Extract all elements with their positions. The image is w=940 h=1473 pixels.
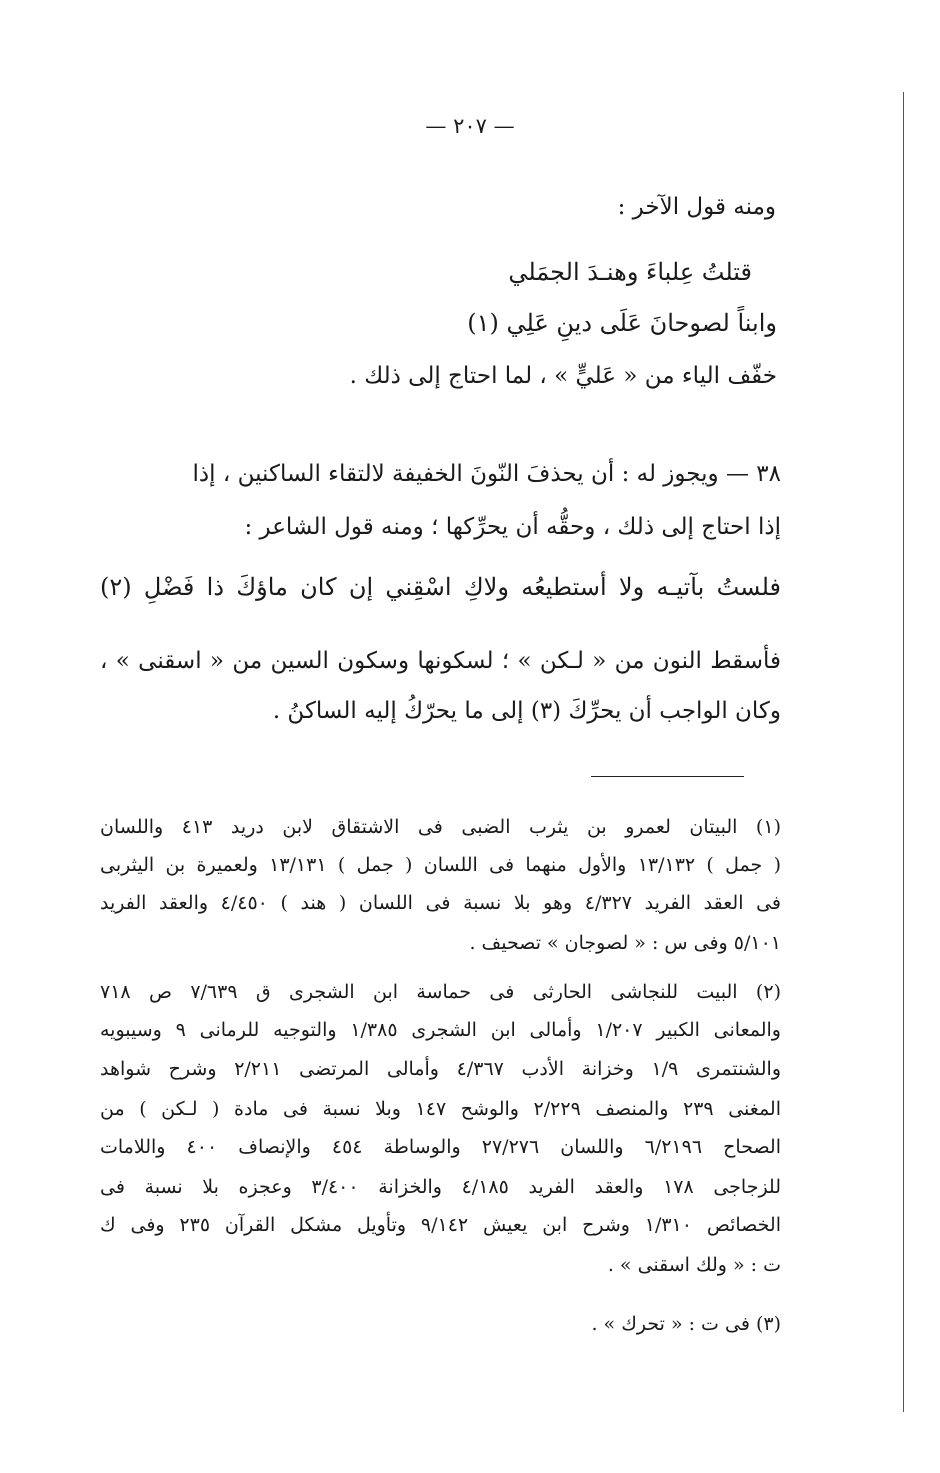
paragraph-38-verse: فلستُ بآتيـه ولا أستطيعُه ولاكِ اسْقِني إن كان ماؤكَ ذا فَضْلِ (٢): [100, 573, 781, 601]
paragraph-38-line-3: فأسقط النون من « لـكن » ؛ لسكونها وسكون السين من « اسقنى » ،: [100, 648, 781, 674]
paragraph-38-line-4: وكان الواجب أن يحرِّكَ (٣) إلى ما يحرّكُ إليه الساكنُ .: [272, 698, 781, 724]
paragraph-38-line-1: ٣٨ — ويجوز له : أن يحذفَ النّونَ الخفيفة لالتقاء الساكنين ، إذا: [192, 461, 781, 487]
footnote-2-line-4: المغنى ٢٣٩ والمنصف ٢/٢٢٩ والوشح ١٤٧ وبلا نسبة فى مادة ( لـكن ) من: [100, 1098, 781, 1120]
footnote-1-line-3: فى العقد الفريد ٤/٣٢٧ وهو بلا نسبة فى اللسان ( هند ) ٤/٤٥٠ والعقد الفريد: [100, 892, 782, 914]
footnote-3: (٣) فى ت : « تحرك » .: [591, 1313, 781, 1335]
verse-line-2: وابناً لصوحانَ عَلَى دينِ عَلِي (١): [467, 309, 777, 337]
footnote-separator: [591, 776, 744, 777]
footnote-2-line-6: للزجاجى ١٧٨ والعقد الفريد ٤/١٨٥ والخزانة ٣/٤٠٠ وعجزه بلا نسبة فى: [100, 1176, 782, 1198]
verse-line-1: قتلتُ عِلباءَ وهنـدَ الجمَلي: [508, 258, 752, 286]
footnote-1-line-1: (١) البيتان لعمرو بن يثرب الضبى فى الاشتقاق لابن دريد ٤١٣ واللسان: [100, 816, 781, 838]
footnote-2-line-5: الصحاح ٦/٢١٩٦ واللسان ٢٧/٢٧٦ والوساطة ٤٥٤ والإنصاف ٤٠٠ واللامات: [100, 1136, 781, 1158]
footnote-2-line-8: ت : « ولك اسقنى » .: [607, 1254, 781, 1276]
page-edge-line: [903, 92, 904, 1412]
footnote-2-line-3: والشنتمرى ١/٩ وخزانة الأدب ٤/٣٦٧ وأمالى المرتضى ٢/٢١١ وشرح شواهد: [100, 1058, 781, 1080]
intro-line: ومنه قول الآخر :: [617, 194, 776, 220]
footnote-2-line-7: الخصائص ١/٣١٠ وشرح ابن يعيش ٩/١٤٢ وتأويل مشكل القرآن ٢٣٥ وفى ك: [100, 1214, 781, 1236]
footnote-1-line-2: ( جمل ) ١٣/١٣٢ والأول منهما فى اللسان ( جمل ) ١٣/١٣١ ولعميرة بن اليثربى: [100, 854, 782, 876]
footnote-2-line-2: والمعانى الكبير ١/٢٠٧ وأمالى ابن الشجرى ١/٣٨٥ والتوجيه للرمانى ٩ وسيبويه: [100, 1019, 781, 1041]
page-number: — ٢٠٧ —: [425, 114, 515, 138]
footnote-1-line-4: ٥/١٠١ وفى س : « لصوجان » تصحيف .: [469, 932, 781, 954]
after-verse-line: خفّف الياء من « عَليٍّ » ، لما احتاج إلى ذلك .: [349, 363, 777, 389]
footnote-2-line-1: (٢) البيت للنجاشى الحارثى فى حماسة ابن الشجرى ق ٧/٦٣٩ ص ٧١٨: [100, 981, 781, 1003]
paragraph-38-line-2: إذا احتاج إلى ذلك ، وحقُّه أن يحرِّكها ؛ ومنه قول الشاعر :: [244, 514, 781, 540]
